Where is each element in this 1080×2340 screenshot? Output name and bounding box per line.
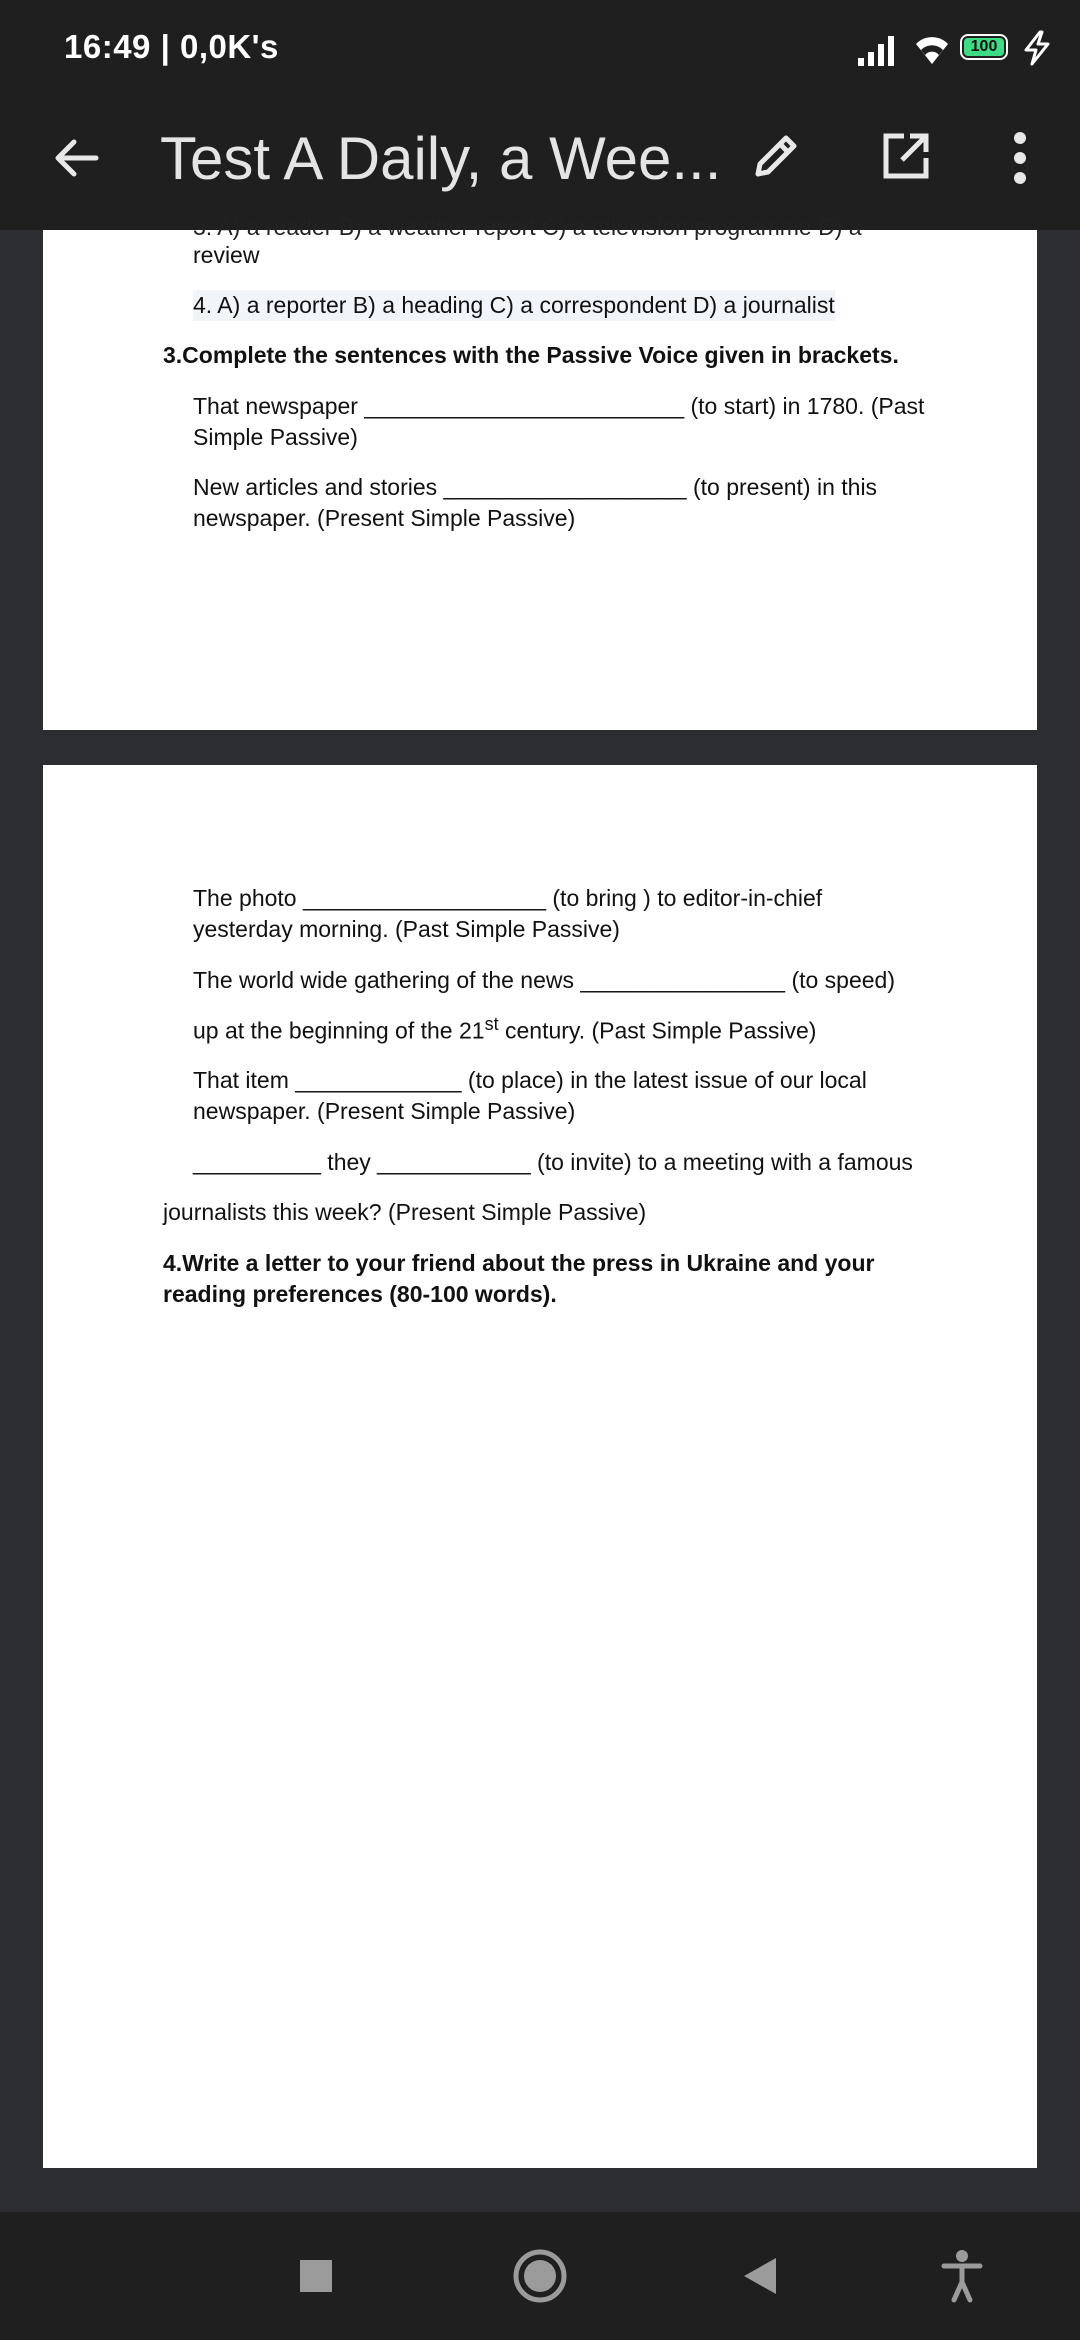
signal-icon <box>858 32 902 68</box>
question-4-options: 4. A) a reporter B) a heading C) a correspondent D) a journalist <box>193 290 835 321</box>
back-triangle-icon[interactable] <box>740 2246 780 2306</box>
back-arrow-icon[interactable] <box>48 130 104 186</box>
stop-square-icon[interactable] <box>298 2246 334 2306</box>
sentence-text: up at the beginning of the 21 <box>193 1017 485 1044</box>
document-title: Test A Daily, a Wee... <box>160 125 722 192</box>
wifi-icon <box>912 30 952 66</box>
document-page-2 <box>43 765 1037 2168</box>
sentence-line: The world wide gathering of the news ________________ (to speed) <box>193 967 895 993</box>
sentence-line: That item _____________ (to place) in the latest issue of our local <box>193 1067 867 1093</box>
status-time: 16:49 | 0,0K's <box>64 28 279 65</box>
sentence-line: That newspaper _________________________ (to start) in 1780. (Past <box>193 393 925 419</box>
sentence-text: century. (Past Simple Passive) <box>498 1017 817 1044</box>
charging-icon <box>1022 30 1052 66</box>
sentence-line: New articles and stories ___________________ (to present) in this <box>193 474 878 500</box>
sentence-line: __________ they ____________ (to invite) to a meeting with a famous <box>193 1149 913 1175</box>
sentence-line: yesterday morning. (Past Simple Passive) <box>193 916 620 942</box>
sentence-line: newspaper. (Present Simple Passive) <box>193 505 576 531</box>
sentence-line <box>193 1009 816 1047</box>
app-bar <box>0 100 1080 230</box>
sentence-line: journalists this week? (Present Simple Passive) <box>163 1199 647 1225</box>
pencil-icon[interactable] <box>748 128 804 184</box>
battery-icon <box>960 34 1008 60</box>
open-external-icon[interactable] <box>878 128 934 184</box>
sentence-line: The photo ___________________ (to bring ) to editor-in-chief <box>193 885 823 911</box>
task-4-heading: 4.Write a letter to your friend about the press in Ukraine and your <box>163 1250 875 1276</box>
navigation-bar <box>0 2212 1080 2340</box>
task-3-heading: 3.Complete the sentences with the Passive Voice given in brackets. <box>163 342 899 368</box>
sentence-line: Simple Passive) <box>193 424 358 450</box>
sentence-line: newspaper. (Present Simple Passive) <box>193 1098 576 1124</box>
home-circle-icon[interactable] <box>510 2246 570 2306</box>
superscript: st <box>484 1014 499 1034</box>
accessibility-icon[interactable] <box>940 2246 984 2306</box>
more-vert-icon[interactable] <box>1000 130 1040 186</box>
document-page-1 <box>43 214 1037 730</box>
battery-level: 100 <box>964 38 1004 56</box>
status-bar <box>0 0 1080 100</box>
task-4-heading: reading preferences (80-100 words). <box>163 1281 557 1307</box>
clipped-question-line: 3. A) a reader B) a weather report C) a television programme D) a <box>193 214 862 240</box>
question-line: review <box>193 242 260 268</box>
